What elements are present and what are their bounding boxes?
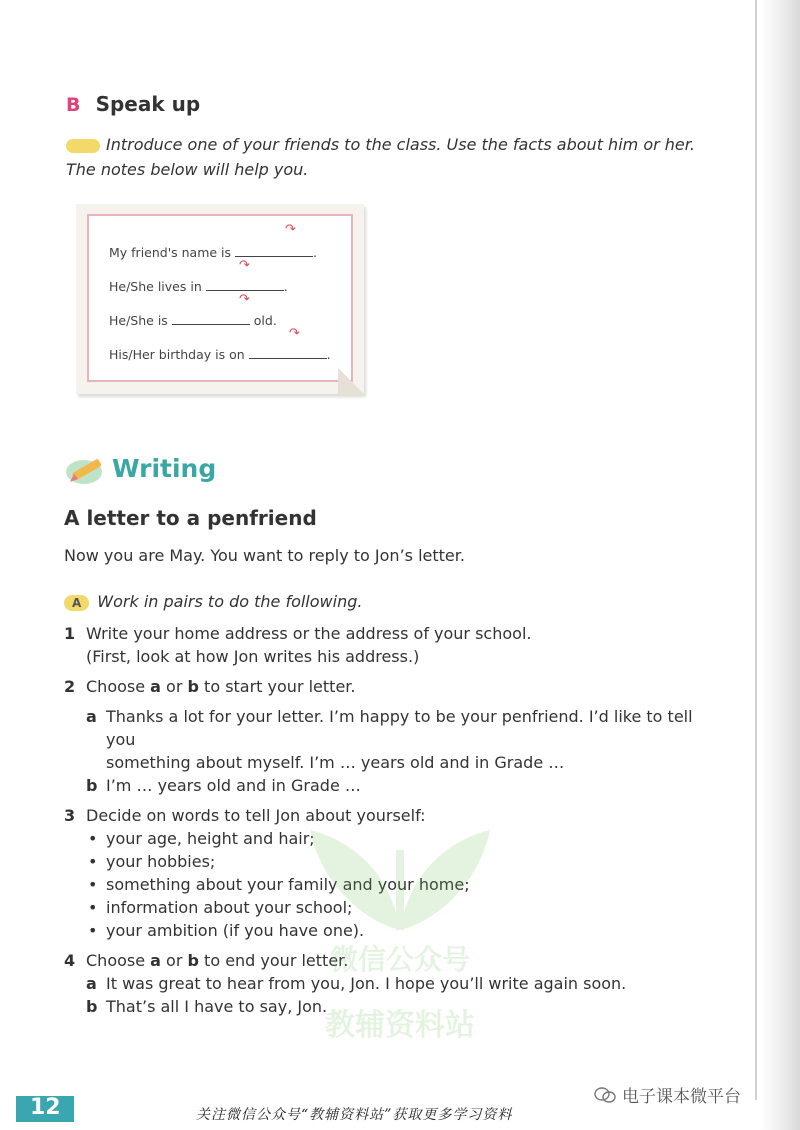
notes-card [76,204,364,394]
list-item: • something about your family and your home; [64,873,724,896]
watermark-line1: 微信公众号 [329,943,470,976]
curved-arrow-icon: ↷ [289,326,300,341]
letter-title: A letter to a penfriend [64,506,317,530]
blank-line [249,346,327,359]
page-edge-line [755,0,757,1100]
section-b-heading [66,92,200,116]
page-number: 12 [16,1092,74,1122]
step-4: 4 Choose a or b to end your letter. [64,951,349,970]
blank-line [206,278,284,291]
writing-heading [64,448,216,488]
step-4-option-a: a It was great to hear from you, Jon. I hope you’ll write again soon. [86,974,627,993]
page-edge [760,0,800,1130]
page-curl [338,368,366,396]
task-a-instruction: A Work in pairs to do the following. [64,592,362,611]
note-line: His/Her birthday is on . [109,347,331,362]
task-badge: A [64,595,89,611]
note-line: He/She is old. [109,313,277,328]
writing-intro: Now you are May. You want to reply to Jon’s letter. [64,546,465,565]
list-item: • your age, height and hair; [64,827,724,850]
instruction-marker-icon [66,139,100,153]
pencil-icon [64,448,108,488]
list-item: • your hobbies; [64,850,724,873]
curved-arrow-icon: ↷ [239,292,250,307]
curved-arrow-icon: ↷ [239,258,250,273]
watermark [300,810,500,1050]
blank-line [172,312,250,325]
writing-title: Writing [112,453,217,483]
brand-label: 电子课本微平台 [594,1082,741,1107]
step-3: 3 Decide on words to tell Jon about yourself: [64,806,426,825]
section-title: Speak up [95,92,201,116]
footer-text: 关注微信公众号“教辅资料站”获取更多学习资料 [196,1107,513,1123]
section-letter: B [66,94,81,116]
list-item: • information about your school; [64,896,724,919]
list-item: • your ambition (if you have one). [64,919,724,942]
watermark-line2: 教辅资料站 [325,1008,475,1043]
step-4-option-b: b That’s all I have to say, Jon. [86,997,328,1016]
step-1: 1 Write your home address or the address of your school. (First, look at how Jon writes his address.) [64,624,532,666]
step-2: 2 Choose a or b to start your letter. [64,677,356,696]
leaf-logo-icon [300,810,500,940]
note-line: My friend's name is . [109,245,318,260]
speak-up-instruction: Introduce one of your friends to the class. Use the facts about him or her. The notes below will help you. [66,135,695,179]
note-line: He/She lives in . [109,279,288,294]
chat-bubbles-icon [594,1086,616,1104]
blank-line [235,244,313,257]
step-2-option-b: b I’m … years old and in Grade … [86,776,361,795]
notes-card-inner [87,214,353,382]
step-2-option-a: a Thanks a lot for your letter. I’m happy to be your penfriend. I’d like to tell you something about myself. I’m … years old and in Grade … [86,707,693,772]
curved-arrow-icon: ↷ [285,222,296,237]
